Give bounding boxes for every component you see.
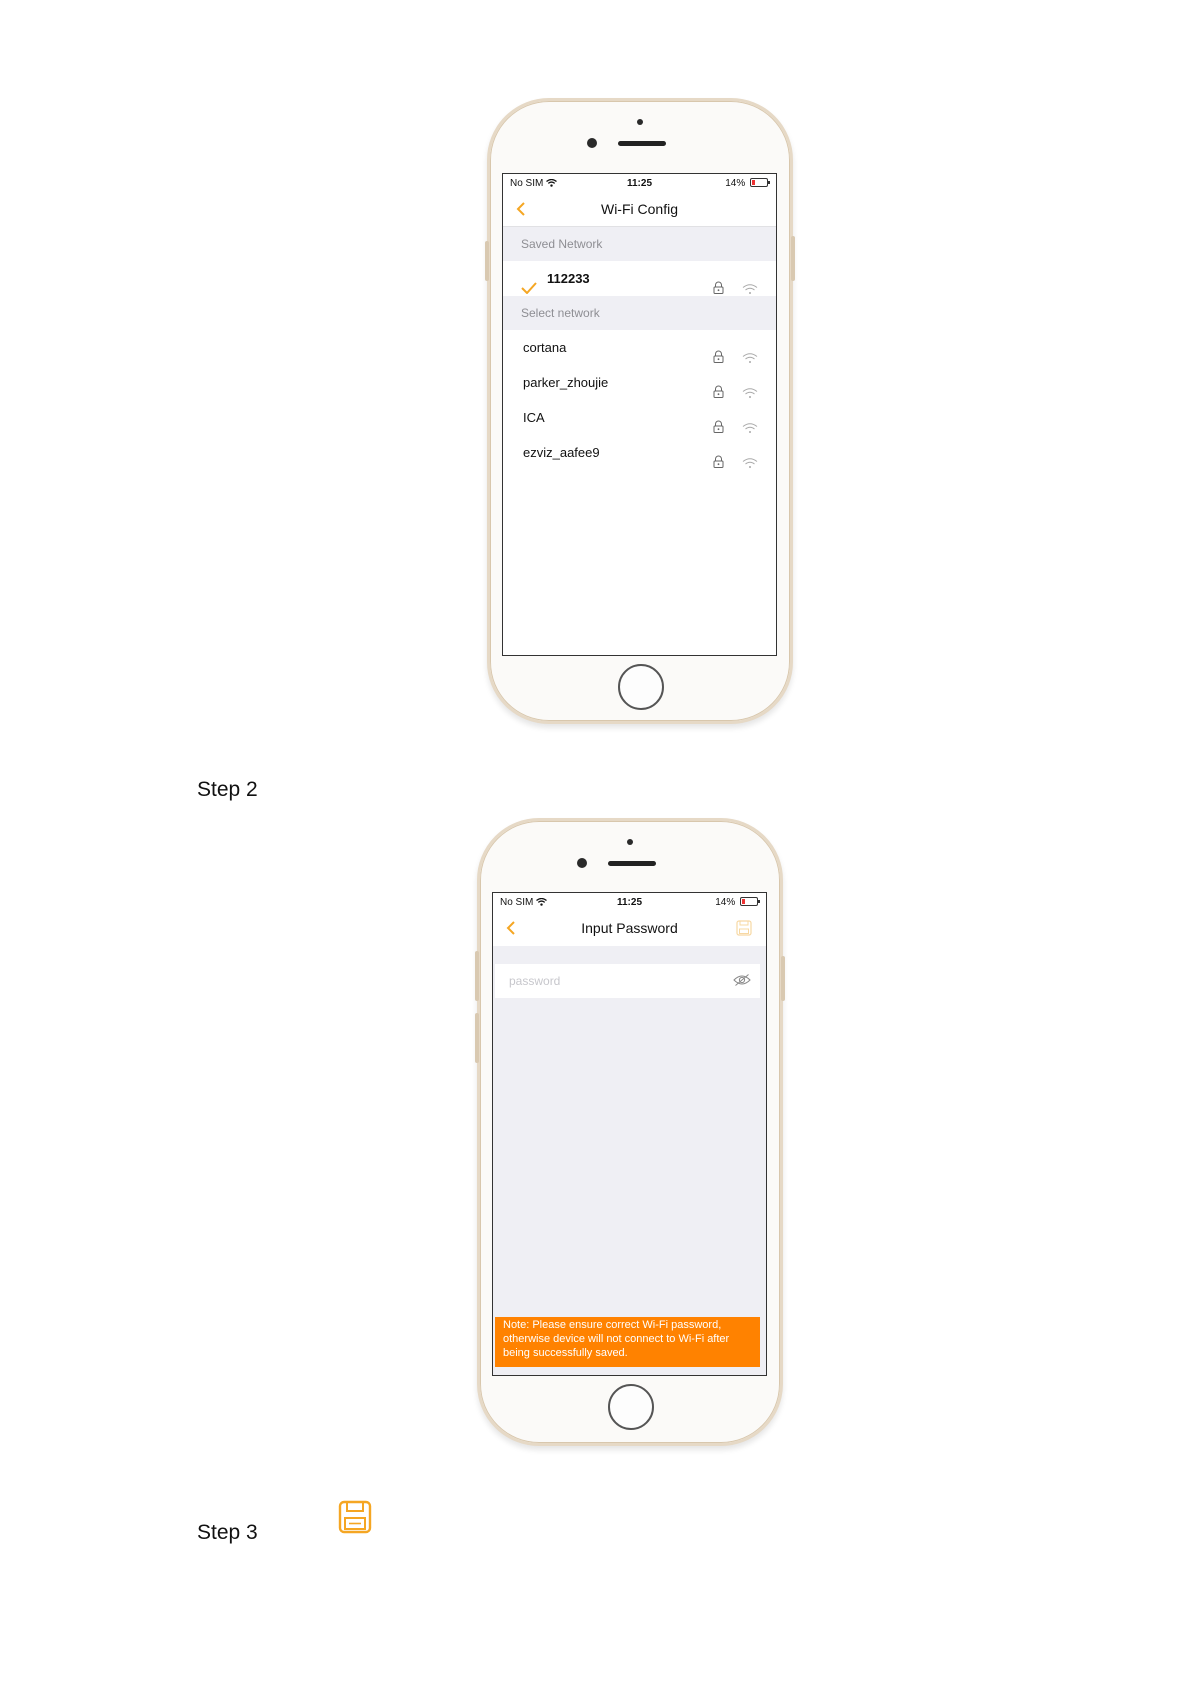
phone-speaker bbox=[608, 861, 656, 866]
status-battery bbox=[725, 178, 768, 189]
carrier-text: No SIM bbox=[510, 178, 544, 189]
wifi-icon bbox=[742, 447, 758, 482]
check-icon bbox=[521, 272, 537, 307]
save-icon[interactable] bbox=[736, 920, 752, 941]
section-header-saved: Saved Network bbox=[503, 227, 776, 261]
home-button[interactable] bbox=[618, 664, 664, 710]
network-name: 112233 bbox=[547, 271, 590, 286]
password-form-area bbox=[493, 946, 766, 1375]
password-field bbox=[495, 964, 760, 998]
phone-camera bbox=[577, 858, 587, 868]
battery-icon bbox=[750, 178, 768, 187]
phone-side-button bbox=[781, 956, 785, 1001]
network-name: ICA bbox=[523, 410, 545, 425]
home-button[interactable] bbox=[608, 1384, 654, 1430]
phone-sensor bbox=[627, 839, 633, 845]
network-name: ezviz_aafee9 bbox=[523, 445, 600, 460]
screen-input-password bbox=[492, 892, 767, 1376]
network-row[interactable] bbox=[503, 400, 776, 435]
lock-icon bbox=[713, 272, 724, 307]
phone-side-button bbox=[475, 951, 479, 1001]
phone-frame-input-password bbox=[477, 818, 783, 1446]
phone-sensor bbox=[637, 119, 643, 125]
carrier-text: No SIM bbox=[500, 897, 534, 908]
section-header-select: Select network bbox=[503, 296, 776, 330]
phone-side-button bbox=[791, 236, 795, 281]
phone-camera bbox=[587, 138, 597, 148]
network-row-saved[interactable] bbox=[503, 261, 776, 296]
page-title: Wi-Fi Config bbox=[600, 201, 678, 217]
nav-bar bbox=[503, 194, 776, 227]
battery-text: 14% bbox=[715, 897, 736, 908]
battery-icon bbox=[740, 897, 758, 906]
phone-speaker bbox=[618, 141, 666, 146]
status-bar bbox=[503, 174, 776, 194]
status-bar bbox=[493, 893, 766, 913]
nav-bar bbox=[493, 913, 766, 945]
save-icon bbox=[338, 1500, 372, 1539]
screen-wifi-config bbox=[502, 173, 777, 656]
eye-icon[interactable] bbox=[733, 973, 751, 992]
password-note-banner: Note: Please ensure correct Wi-Fi password, otherwise device will not connect to Wi-Fi after being successfully saved. bbox=[495, 1317, 760, 1367]
page-title: Input Password bbox=[581, 920, 678, 936]
network-name: cortana bbox=[523, 340, 567, 355]
step-3-label: Step 3 bbox=[197, 1521, 258, 1544]
wifi-icon bbox=[742, 273, 758, 308]
network-row[interactable] bbox=[503, 435, 776, 470]
status-time: 11:25 bbox=[616, 897, 643, 908]
phone-side-button bbox=[475, 1013, 479, 1063]
network-row[interactable] bbox=[503, 365, 776, 400]
battery-text: 14% bbox=[725, 178, 746, 189]
lock-icon bbox=[713, 446, 724, 481]
step-2-label: Step 2 bbox=[197, 778, 258, 801]
status-time: 11:25 bbox=[626, 178, 653, 189]
status-battery bbox=[715, 897, 758, 908]
phone-side-button bbox=[485, 241, 489, 281]
network-name: parker_zhoujie bbox=[523, 375, 609, 390]
phone-frame-wifi-config bbox=[487, 98, 793, 724]
password-input[interactable] bbox=[509, 964, 689, 998]
network-row[interactable] bbox=[503, 330, 776, 365]
